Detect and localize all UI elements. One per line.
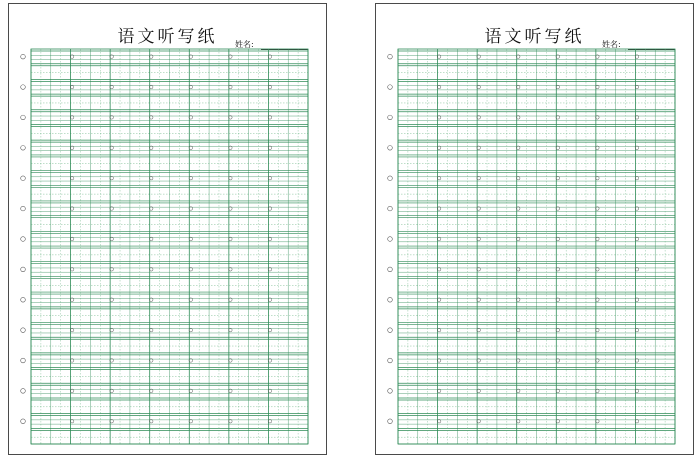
hole-marker: [21, 237, 26, 242]
hole-marker: [388, 267, 393, 272]
hole-marker: [388, 54, 393, 59]
hole-marker: [388, 237, 393, 242]
sheet-title: 语文听写纸: [117, 27, 218, 47]
hole-marker: [388, 328, 393, 333]
hole-marker: [21, 358, 26, 363]
name-label: 姓名:: [602, 40, 621, 49]
hole-marker: [388, 297, 393, 302]
hole-marker: [21, 267, 26, 272]
hole-marker: [21, 146, 26, 151]
hole-marker: [21, 328, 26, 333]
hole-marker: [388, 206, 393, 211]
writing-grid[interactable]: [9, 4, 328, 456]
sheet-title: 语文听写纸: [484, 27, 585, 47]
hole-marker: [21, 54, 26, 59]
writing-grid[interactable]: [376, 4, 695, 456]
hole-marker: [21, 389, 26, 394]
hole-marker: [388, 358, 393, 363]
hole-marker: [21, 176, 26, 181]
hole-marker: [388, 85, 393, 90]
hole-marker: [21, 297, 26, 302]
hole-marker: [388, 176, 393, 181]
hole-marker: [21, 206, 26, 211]
hole-marker: [388, 389, 393, 394]
hole-marker: [21, 85, 26, 90]
hole-marker: [388, 419, 393, 424]
hole-marker: [388, 115, 393, 120]
hole-marker: [388, 146, 393, 151]
hole-marker: [21, 419, 26, 424]
dictation-sheet-right: [375, 3, 694, 455]
dictation-sheet-left: [8, 3, 327, 455]
hole-marker: [21, 115, 26, 120]
name-label: 姓名:: [235, 40, 254, 49]
